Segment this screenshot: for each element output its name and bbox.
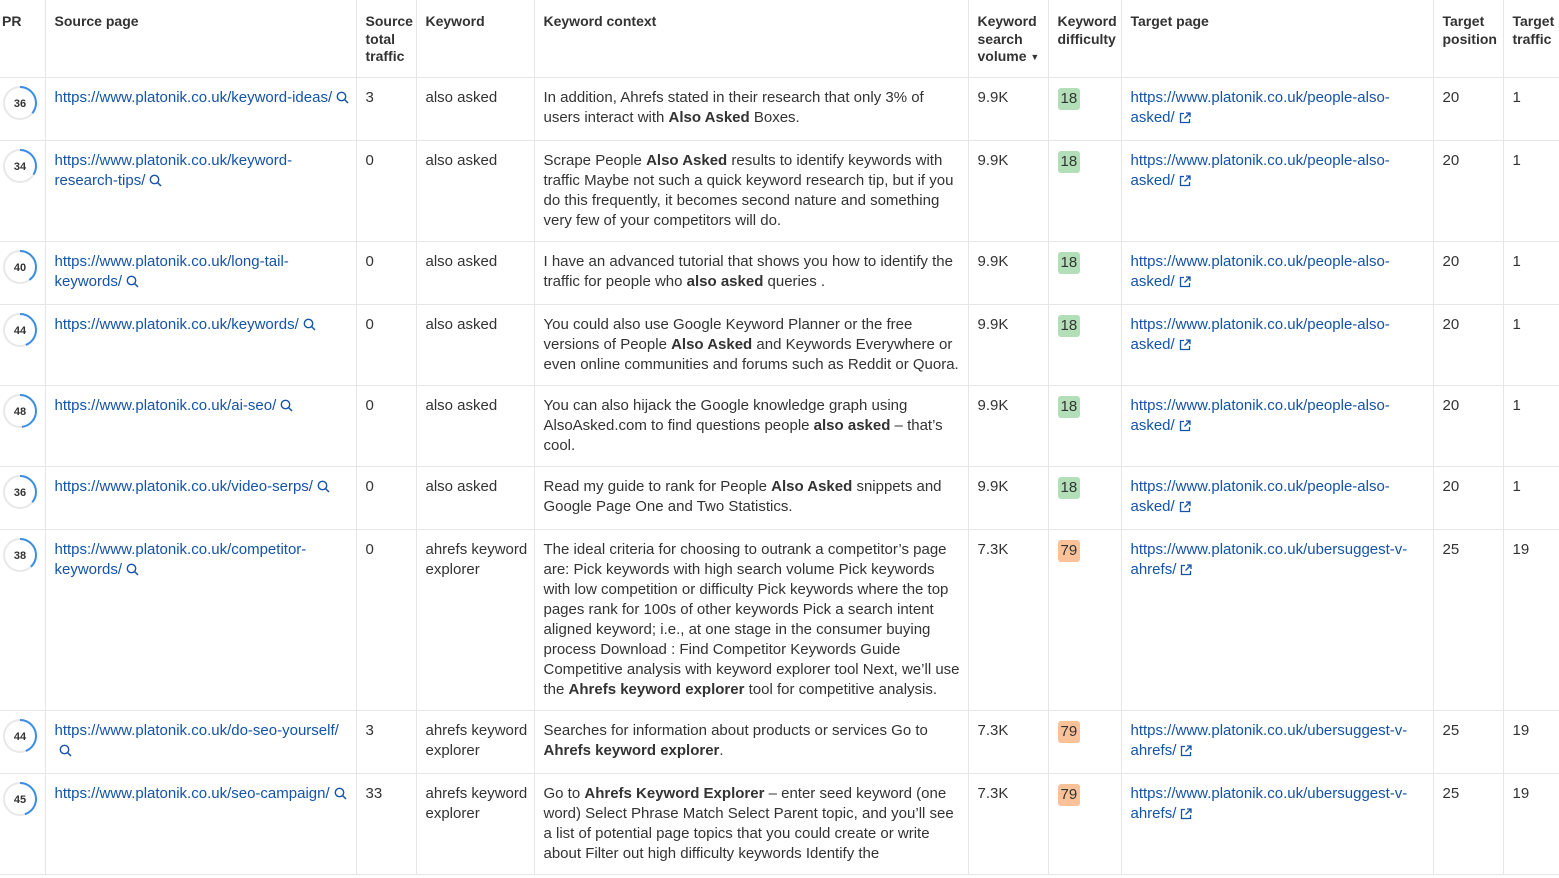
header-row	[0, 0, 1559, 77]
target-page-link[interactable]: https://www.platonik.co.uk/people-also-asked/	[1130, 315, 1390, 353]
target-page-link[interactable]: https://www.platonik.co.uk/people-also-asked/	[1130, 396, 1390, 434]
target-page-cell	[1121, 241, 1433, 304]
target-page-link[interactable]: https://www.platonik.co.uk/people-also-asked/	[1130, 151, 1390, 189]
target-traffic-cell: 19	[1503, 529, 1559, 710]
volume-cell: 7.3K	[968, 773, 1048, 874]
target-traffic-cell: 1	[1503, 385, 1559, 466]
table-row	[0, 710, 1559, 773]
external-link-icon[interactable]	[1180, 562, 1192, 582]
pr-value: 36	[13, 486, 27, 499]
context-text: In addition, Ahrefs stated in their research that only 3% of users interact with	[543, 88, 924, 126]
target-position-cell: 25	[1433, 529, 1503, 710]
pr-ring	[2, 312, 41, 348]
table-row	[0, 241, 1559, 304]
search-icon[interactable]	[59, 743, 72, 763]
pr-value: 48	[13, 405, 27, 418]
target-page-link[interactable]: https://www.platonik.co.uk/ubersuggest-v-ahrefs/	[1130, 721, 1408, 759]
source-page-cell	[45, 529, 356, 710]
target-position-cell: 25	[1433, 773, 1503, 874]
volume-cell: 9.9K	[968, 77, 1048, 140]
col-volume[interactable]	[968, 0, 1048, 77]
search-icon[interactable]	[280, 398, 293, 418]
col-source-traffic[interactable]: Source total traffic	[356, 0, 416, 77]
source-page-link[interactable]: https://www.platonik.co.uk/keywords/	[54, 315, 299, 333]
col-target-traffic[interactable]: Target traffic	[1503, 0, 1559, 77]
target-position-cell: 20	[1433, 304, 1503, 385]
source-traffic-cell: 0	[356, 241, 416, 304]
keyword-cell: also asked	[416, 241, 534, 304]
difficulty-cell	[1048, 466, 1121, 529]
pr-ring	[2, 148, 41, 184]
context-highlight: Ahrefs keyword explorer	[568, 680, 745, 698]
target-page-cell	[1121, 304, 1433, 385]
context-highlight: also asked	[686, 272, 764, 290]
table-row	[0, 77, 1559, 140]
context-text: – enter seed keyword (one word) Select Phrase Match Select Parent topic, and you’ll see a list of potential page topics that you could create or write about Filter out high difficulty keywords Identify the	[543, 784, 954, 862]
context-highlight: Also Asked	[668, 108, 750, 126]
context-text: You could also use Google Keyword Planner or the free versions of People	[543, 315, 913, 353]
context-cell	[534, 77, 968, 140]
context-highlight: Also Asked	[646, 151, 728, 169]
source-page-cell	[45, 304, 356, 385]
pr-cell	[0, 529, 45, 710]
target-traffic-cell: 1	[1503, 140, 1559, 241]
context-cell	[534, 385, 968, 466]
col-difficulty[interactable]: Keyword difficulty	[1048, 0, 1121, 77]
difficulty-cell	[1048, 710, 1121, 773]
difficulty-badge: 79	[1058, 540, 1081, 562]
external-link-icon[interactable]	[1179, 499, 1191, 519]
search-icon[interactable]	[303, 317, 316, 337]
source-page-cell	[45, 241, 356, 304]
target-page-link[interactable]: https://www.platonik.co.uk/people-also-asked/	[1130, 88, 1390, 126]
context-text: .	[719, 741, 724, 759]
difficulty-badge: 18	[1058, 151, 1081, 173]
difficulty-cell	[1048, 77, 1121, 140]
source-page-link[interactable]: https://www.platonik.co.uk/do-seo-yourself/	[54, 721, 339, 739]
target-page-cell	[1121, 710, 1433, 773]
source-page-link[interactable]: https://www.platonik.co.uk/video-serps/	[54, 477, 313, 495]
target-position-cell: 20	[1433, 241, 1503, 304]
keyword-cell: also asked	[416, 77, 534, 140]
pr-ring	[2, 781, 41, 817]
pr-cell	[0, 140, 45, 241]
external-link-icon[interactable]	[1180, 806, 1192, 826]
target-position-cell: 20	[1433, 385, 1503, 466]
difficulty-badge: 18	[1058, 88, 1081, 110]
volume-cell: 9.9K	[968, 385, 1048, 466]
pr-cell	[0, 466, 45, 529]
target-page-link[interactable]: https://www.platonik.co.uk/ubersuggest-v-ahrefs/	[1130, 784, 1408, 822]
pr-value: 38	[13, 549, 27, 562]
source-page-cell	[45, 77, 356, 140]
volume-cell: 9.9K	[968, 304, 1048, 385]
source-traffic-cell: 0	[356, 529, 416, 710]
table-row	[0, 140, 1559, 241]
sort-desc-icon: ▼	[1030, 52, 1040, 62]
volume-cell: 9.9K	[968, 466, 1048, 529]
source-page-cell	[45, 140, 356, 241]
search-icon[interactable]	[149, 173, 162, 193]
pr-value: 34	[13, 160, 27, 173]
target-position-cell: 20	[1433, 466, 1503, 529]
volume-cell: 9.9K	[968, 241, 1048, 304]
table-row	[0, 304, 1559, 385]
target-position-cell: 20	[1433, 140, 1503, 241]
external-link-icon[interactable]	[1180, 743, 1192, 763]
table-row	[0, 385, 1559, 466]
table-row	[0, 773, 1559, 874]
external-link-icon[interactable]	[1179, 274, 1191, 294]
context-text: tool for competitive analysis.	[744, 680, 938, 698]
context-text: Searches for information about products or services Go to	[543, 721, 928, 739]
target-traffic-cell: 1	[1503, 466, 1559, 529]
table-row	[0, 466, 1559, 529]
keyword-cell: also asked	[416, 304, 534, 385]
pr-cell	[0, 385, 45, 466]
target-page-cell	[1121, 466, 1433, 529]
pr-ring	[2, 537, 41, 573]
col-keyword[interactable]: Keyword	[416, 0, 534, 77]
context-text: Boxes.	[749, 108, 800, 126]
pr-value: 45	[13, 793, 27, 806]
pr-ring	[2, 393, 41, 429]
pr-ring	[2, 85, 41, 121]
keyword-cell: also asked	[416, 140, 534, 241]
source-page-cell	[45, 385, 356, 466]
source-traffic-cell: 33	[356, 773, 416, 874]
source-page-cell	[45, 710, 356, 773]
pr-value: 44	[13, 324, 27, 337]
context-text: queries .	[763, 272, 826, 290]
target-page-link[interactable]: https://www.platonik.co.uk/people-also-asked/	[1130, 477, 1390, 515]
target-page-link[interactable]: https://www.platonik.co.uk/ubersuggest-v-ahrefs/	[1130, 540, 1408, 578]
context-text: snippets and Google Page One and Two Statistics.	[543, 477, 942, 515]
volume-cell: 7.3K	[968, 529, 1048, 710]
source-traffic-cell: 0	[356, 140, 416, 241]
difficulty-badge: 79	[1058, 784, 1081, 806]
difficulty-cell	[1048, 773, 1121, 874]
source-page-link[interactable]: https://www.platonik.co.uk/competitor-keywords/	[54, 540, 307, 578]
col-pr[interactable]: PR	[0, 0, 45, 77]
search-icon[interactable]	[334, 786, 347, 806]
keyword-cell: ahrefs keyword explorer	[416, 773, 534, 874]
external-link-icon[interactable]	[1179, 418, 1191, 438]
source-traffic-cell: 0	[356, 385, 416, 466]
pr-value: 44	[13, 730, 27, 743]
target-traffic-cell: 1	[1503, 241, 1559, 304]
target-traffic-cell: 19	[1503, 773, 1559, 874]
keyword-cell: also asked	[416, 385, 534, 466]
context-cell	[534, 466, 968, 529]
context-text: Go to	[543, 784, 585, 802]
source-traffic-cell: 3	[356, 77, 416, 140]
source-page-cell	[45, 773, 356, 874]
target-page-cell	[1121, 77, 1433, 140]
context-highlight: Ahrefs Keyword Explorer	[584, 784, 765, 802]
col-source-page[interactable]: Source page	[45, 0, 356, 77]
difficulty-badge: 18	[1058, 315, 1081, 337]
context-cell	[534, 773, 968, 874]
difficulty-badge: 79	[1058, 721, 1081, 743]
table-row	[0, 529, 1559, 710]
external-link-icon[interactable]	[1179, 110, 1191, 130]
source-page-link[interactable]: https://www.platonik.co.uk/long-tail-keywords/	[54, 252, 289, 290]
target-page-link[interactable]: https://www.platonik.co.uk/people-also-asked/	[1130, 252, 1390, 290]
source-page-link[interactable]: https://www.platonik.co.uk/seo-campaign/	[54, 784, 330, 802]
pr-cell	[0, 710, 45, 773]
target-traffic-cell: 1	[1503, 77, 1559, 140]
search-icon[interactable]	[336, 90, 349, 110]
context-cell	[534, 140, 968, 241]
search-icon[interactable]	[126, 562, 139, 582]
source-page-link[interactable]: https://www.platonik.co.uk/keyword-research-tips/	[54, 151, 293, 189]
context-text: – that’s cool.	[543, 416, 943, 454]
pr-ring	[2, 249, 41, 285]
target-page-cell	[1121, 385, 1433, 466]
pr-ring	[2, 718, 41, 754]
pr-ring	[2, 474, 41, 510]
target-position-cell: 25	[1433, 710, 1503, 773]
source-traffic-cell: 3	[356, 710, 416, 773]
context-text: You can also hijack the Google knowledge graph using AlsoAsked.com to find questions people	[543, 396, 908, 434]
context-text: Scrape People	[543, 151, 647, 169]
source-page-cell	[45, 466, 356, 529]
col-target-page[interactable]: Target page	[1121, 0, 1433, 77]
col-context: Keyword context	[534, 0, 968, 77]
pr-cell	[0, 241, 45, 304]
context-highlight: Also Asked	[771, 477, 853, 495]
target-page-cell	[1121, 773, 1433, 874]
context-cell	[534, 241, 968, 304]
context-cell	[534, 710, 968, 773]
pr-value: 36	[13, 97, 27, 110]
pr-value: 40	[13, 261, 27, 274]
context-cell	[534, 304, 968, 385]
difficulty-cell	[1048, 529, 1121, 710]
difficulty-cell	[1048, 385, 1121, 466]
target-page-cell	[1121, 140, 1433, 241]
difficulty-badge: 18	[1058, 477, 1081, 499]
pr-cell	[0, 304, 45, 385]
keyword-cell: ahrefs keyword explorer	[416, 710, 534, 773]
difficulty-badge: 18	[1058, 396, 1081, 418]
target-traffic-cell: 1	[1503, 304, 1559, 385]
context-text: The ideal criteria for choosing to outrank a competitor’s page are: Pick keywords with high search volume Pick keywords with low competition or difficulty Pick keywords where the top pages rank for 100s of other keywords Pick a search intent aligned keyword; i.e., at one stage in the consumer buying process Download : Find Competitor Keywords Guide Competitive analysis with keyword explorer tool Next, we’ll use the	[543, 540, 960, 698]
keyword-cell: ahrefs keyword explorer	[416, 529, 534, 710]
difficulty-badge: 18	[1058, 252, 1081, 274]
difficulty-cell	[1048, 304, 1121, 385]
external-link-icon[interactable]	[1179, 173, 1191, 193]
difficulty-cell	[1048, 140, 1121, 241]
search-icon[interactable]	[317, 479, 330, 499]
search-icon[interactable]	[126, 274, 139, 294]
context-text: and Keywords Everywhere or even online communities and forums such as Reddit or Quora.	[543, 335, 959, 373]
context-text: I have an advanced tutorial that shows you how to identify the traffic for people who	[543, 252, 953, 290]
context-cell	[534, 529, 968, 710]
source-page-link[interactable]: https://www.platonik.co.uk/keyword-ideas/	[54, 88, 333, 106]
pr-cell	[0, 77, 45, 140]
target-page-cell	[1121, 529, 1433, 710]
pr-cell	[0, 773, 45, 874]
volume-cell: 7.3K	[968, 710, 1048, 773]
source-traffic-cell: 0	[356, 466, 416, 529]
target-traffic-cell: 19	[1503, 710, 1559, 773]
col-target-position[interactable]: Target position	[1433, 0, 1503, 77]
col-volume-label: Keyword search volume	[977, 13, 1037, 64]
context-highlight: Ahrefs keyword explorer	[543, 741, 720, 759]
difficulty-cell	[1048, 241, 1121, 304]
source-page-link[interactable]: https://www.platonik.co.uk/ai-seo/	[54, 396, 277, 414]
source-traffic-cell: 0	[356, 304, 416, 385]
context-text: results to identify keywords with traffic Maybe not such a quick keyword research tip, but if you do this frequently, it becomes second nature and something very few of your competitors will do.	[543, 151, 954, 229]
context-text: Read my guide to rank for People	[543, 477, 772, 495]
keyword-cell: also asked	[416, 466, 534, 529]
target-position-cell: 20	[1433, 77, 1503, 140]
volume-cell: 9.9K	[968, 140, 1048, 241]
context-highlight: Also Asked	[671, 335, 753, 353]
external-link-icon[interactable]	[1179, 337, 1191, 357]
context-highlight: also asked	[813, 416, 891, 434]
